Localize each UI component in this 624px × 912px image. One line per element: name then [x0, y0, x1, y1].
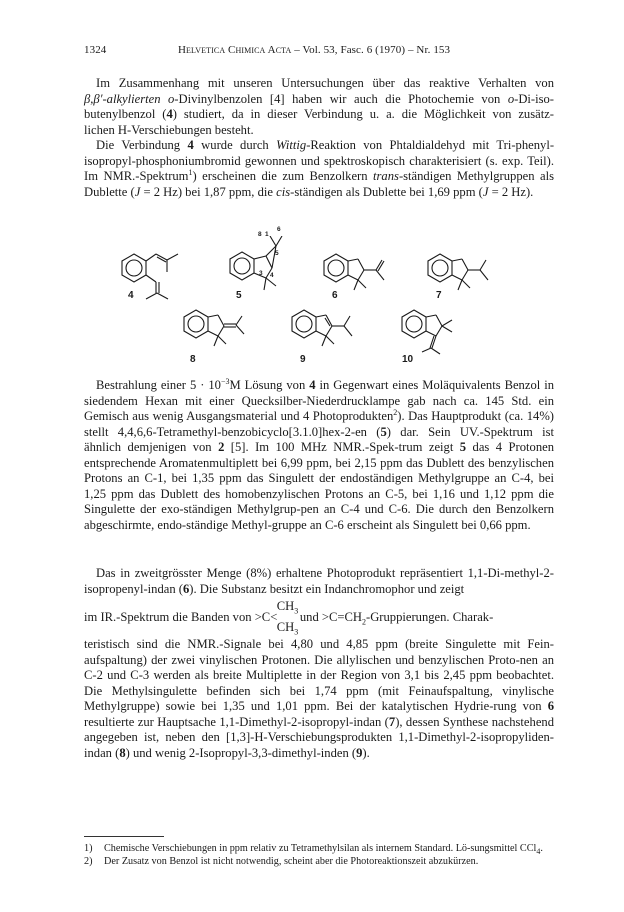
structure-9	[292, 310, 352, 346]
compound-label: 7	[436, 290, 442, 301]
compound-label: 8	[190, 354, 196, 365]
gem-dimethyl-group: >C< $CH_3$ $CH_3$	[254, 599, 299, 637]
methylene-group: $>C=CH_2$	[321, 609, 366, 627]
compound-label: 4	[128, 290, 134, 301]
structure-scheme	[84, 226, 554, 376]
paragraph-text: Die Verbindung 4 wurde durch Wittig-Reaktion von Phtaldialdehyd mit Tri-phenyl-isopropyl-phosphoniumbromid gewonnen und spektroskopisch charakterisiert (s. exp. Teil). Im NMR.-Spektrum$^1$) erscheinen die zum Benzolkern trans-ständigen Methylgruppen als Dublette (J = 2 Hz) bei 1,87 ppm, die cis-ständigen als Dublette bei 1,69 ppm (J = 2 Hz).	[84, 138, 555, 199]
text-line: lichen H-Verschiebungen besteht.	[84, 122, 254, 137]
text-line: butenylbenzol (4) studiert, da in dieser Verbindung u. a. die Möglichkeit von zusätz-	[84, 107, 555, 122]
structure-drawings	[84, 236, 554, 376]
text-line: Im Zusammenhang mit unseren Untersuchungen über das reaktive Verhalten von	[96, 76, 554, 90]
page-number: 1324	[84, 44, 107, 56]
footnote-2: 2) Der Zusatz von Benzol ist nicht notwendig, scheint aber die Photoreaktionszeit abzukürzen.	[84, 856, 479, 867]
paragraph-text: Bestrahlung einer $5 \cdot 10^{-3}M$ Lösung von 4 in Gegenwart eines Moläquivalents Benzol in siedendem Hexan mit einer Quecksilber-Niederdrucklampe gab nach ca. 145 Std. ein Gemisch aus wenig Ausgangsmaterial und 4 Photoprodukten$^2$). Das Hauptprodukt (ca. 14%) stellt 4,4,6,6-Tetramethyl-benzobicyclo[3.1.0]hex-2-en (5) dar. Sein UV.-Spektrum ist ähnlich demjenigen von 2 [5]. Im 100 MHz NMR.-Spek-trum zeigt 5 das 4 Protonen entsprechende Aromatenmultiplett bei 6,99 ppm, bei 2,15 ppm das Dublett des benzylischen Protons an C-1, bei 1,35 ppm das Singulett der endoständigen Methylgruppe an C-4, bei 1,25 ppm das Dublett des homobenzylischen Protons an C-5, bei 1,16 und 1,12 ppm die Singulette der exo-ständigen Methylgrup-pen an C-4 und C-6. Die durch den Benzolkern abgeschirmte, endo-ständige Methyl-gruppe an C-6 erscheint als Singulett bei 0,66 ppm.	[84, 376, 555, 532]
compound-label: 5	[236, 290, 242, 301]
paragraph-text: teristisch sind die NMR.-Signale bei 4,80 und 4,85 ppm (breite Singulette mit Fein-aufspaltung) der zwei vinylischen Protonen. Die allylischen und benzylischen Proto-nen an C-2 und C-3 werden als breite Multiplette in der Region von 3,1 bis 2,45 ppm beobachtet. Die Methylsingulette befinden sich bei 1,74 ppm (mit Feinaufspaltung, vinylische Methylgruppe) sowie bei 1,35 und 1,01 ppm. Bei der katalytischen Hydrie-rung von 6 resultierte zur Hauptsache 1,1-Dimethyl-2-isopropyl-indan (7), dessen Synthese nachstehend angegeben ist, neben den [1,3]-H-Verschiebungsprodukten 1,1-Dimethyl-2-isopropyliden-indan (8) und wenig 2-Isopropyl-3,3-dimethyl-inden (9).	[84, 637, 554, 760]
paragraph-3	[84, 378, 554, 533]
footnote-rule	[84, 836, 164, 837]
structure-8	[184, 310, 244, 346]
atom-number: 3	[259, 270, 263, 277]
paragraph-text: Das in zweitgrösster Menge (8%) erhaltene Photoprodukt repräsentiert 1,1-Di-methyl-2-isopropenyl-indan (6). Die Substanz besitzt ein Indanchromophor und zeigt	[84, 566, 554, 596]
ir-bands-line: im IR.-Spektrum die Banden von >C< $CH_3$ $CH_3$ und $>C=CH_2$-Gruppierungen. Charak-	[84, 599, 494, 637]
footnotes	[84, 842, 554, 868]
paragraph-2	[84, 138, 554, 200]
compound-label: 6	[332, 290, 338, 301]
text-line: β,β′-alkylierten o-Divinylbenzolen [4] haben wir auch die Photochemie von o-Di-iso-	[84, 91, 554, 106]
structure-6	[324, 254, 384, 290]
atom-number: 1	[265, 231, 269, 238]
atom-number: 8	[258, 231, 262, 238]
compound-label: 9	[300, 354, 306, 365]
atom-number: 5	[275, 250, 279, 257]
structure-10	[402, 310, 452, 354]
atom-number: 6	[277, 226, 281, 233]
footnote-1: 1) Chemische Verschiebungen in ppm relativ zu Tetramethylsilan als internem Standard. Lö-sungsmittel CCl$_4$.	[84, 843, 543, 857]
structure-5	[230, 236, 282, 290]
atom-number: 4	[270, 272, 274, 279]
paragraph-4	[84, 566, 554, 761]
journal-citation: Helvetica Chimica Acta – Vol. 53, Fasc. 6 (1970) – Nr. 153	[178, 44, 451, 56]
structure-7	[428, 254, 488, 290]
paragraph-1	[84, 76, 554, 138]
compound-label: 10	[402, 354, 414, 365]
